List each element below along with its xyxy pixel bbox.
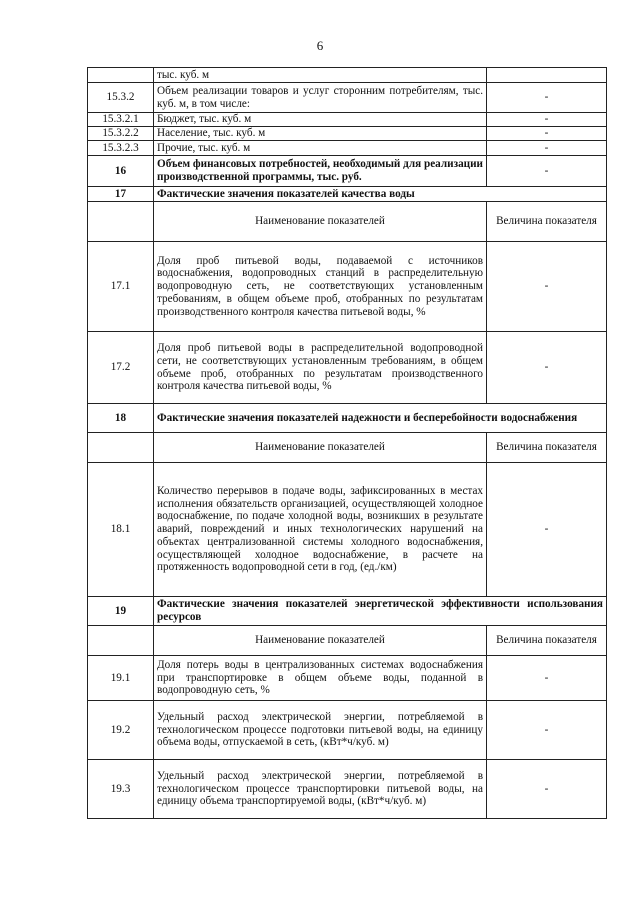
table-row: [88, 656, 607, 701]
row-number: 18.1: [88, 463, 154, 597]
column-header-row: [88, 626, 607, 656]
section-title: Фактические значения показателей надежности и бесперебойности водоснабжения: [154, 404, 607, 433]
row-text: Удельный расход электрической энергии, потребляемой в технологическом процессе транспортировки питьевой воды, на единицу объема транспортируемой воды, (кВт*ч/куб. м): [154, 760, 487, 819]
row-value: -: [487, 701, 607, 760]
row-value: -: [487, 83, 607, 113]
row-number: 17.2: [88, 332, 154, 404]
section-header-row: [88, 187, 607, 202]
empty-cell: [88, 626, 154, 656]
row-number: 19.3: [88, 760, 154, 819]
section-title: Фактические значения показателей качества воды: [154, 187, 607, 202]
row-value: -: [487, 463, 607, 597]
section-number: 19: [88, 597, 154, 626]
row-value: -: [487, 332, 607, 404]
page-number: 6: [316, 38, 324, 53]
row-number: 16: [88, 156, 154, 187]
row-text: Количество перерывов в подаче воды, зафиксированных в местах исполнения обязательств организацией, осуществляющей холодное водоснабжение, по подаче холодной воды, возникших в результате аварий, повреждений и иных технологических нарушений на объектах централизованной системы холодного водоснабжения, осуществляющей холодное водоснабжение, в расчете на протяженность водопроводной сети в год, (ед./км): [154, 463, 487, 597]
column-header-row: [88, 433, 607, 463]
table-row: [88, 83, 607, 113]
row-value: -: [487, 656, 607, 701]
row-value: -: [487, 242, 607, 332]
row-text: тыс. куб. м: [154, 68, 487, 83]
row-text: Прочие, тыс. куб. м: [154, 141, 487, 156]
column-header-value: Величина показателя: [487, 626, 607, 656]
row-value: -: [487, 156, 607, 187]
indicators-table: [87, 67, 607, 819]
row-text: Объем финансовых потребностей, необходимый для реализации производственной программы, тыс. руб.: [154, 156, 487, 187]
row-text: Население, тыс. куб. м: [154, 127, 487, 141]
section-title: Фактические значения показателей энергетической эффективности использования ресурсов: [154, 597, 607, 626]
row-text: Бюджет, тыс. куб. м: [154, 113, 487, 127]
row-value: -: [487, 127, 607, 141]
column-header-name: Наименование показателей: [154, 202, 487, 242]
table-row: [88, 113, 607, 127]
empty-cell: [88, 433, 154, 463]
column-header-value: Величина показателя: [487, 433, 607, 463]
table-row: [88, 463, 607, 597]
column-header-name: Наименование показателей: [154, 433, 487, 463]
column-header-row: [88, 202, 607, 242]
row-number: 19.2: [88, 701, 154, 760]
section-number: 17: [88, 187, 154, 202]
table-row: [88, 701, 607, 760]
table-row: [88, 127, 607, 141]
column-header-value: Величина показателя: [487, 202, 607, 242]
table-row: [88, 156, 607, 187]
table-row: [88, 141, 607, 156]
section-number: 18: [88, 404, 154, 433]
column-header-name: Наименование показателей: [154, 626, 487, 656]
empty-cell: [88, 202, 154, 242]
row-text: Доля проб питьевой воды в распределительной водопроводной сети, не соответствующих установленным требованиям, в общем объеме проб, отобранных по результатам производственного контроля качества питьевой воды, %: [154, 332, 487, 404]
table-row: [88, 242, 607, 332]
section-header-row: [88, 597, 607, 626]
row-text: Доля проб питьевой воды, подаваемой с источников водоснабжения, водопроводных станций в распределительную водопроводную сеть, не соответствующих установленным требованиям, в общем объеме проб, отобранных по результатам производственного контроля качества питьевой воды, %: [154, 242, 487, 332]
table-row: [88, 68, 607, 83]
row-value: -: [487, 113, 607, 127]
row-text: Объем реализации товаров и услуг сторонним потребителям, тыс. куб. м, в том числе:: [154, 83, 487, 113]
row-value: -: [487, 141, 607, 156]
row-number: 19.1: [88, 656, 154, 701]
table-row: [88, 332, 607, 404]
row-value: -: [487, 760, 607, 819]
row-number: 15.3.2.1: [88, 113, 154, 127]
row-text: Удельный расход электрической энергии, потребляемой в технологическом процессе подготовки питьевой воды, на единицу объема воды, отпускаемой в сеть, (кВт*ч/куб. м): [154, 701, 487, 760]
row-number: 15.3.2.2: [88, 127, 154, 141]
row-number: 17.1: [88, 242, 154, 332]
row-number: 15.3.2: [88, 83, 154, 113]
table-row: [88, 760, 607, 819]
row-value: [487, 68, 607, 83]
row-number: [88, 68, 154, 83]
row-text: Доля потерь воды в централизованных системах водоснабжения при транспортировке в общем объеме воды, поданной в водопроводную сеть, %: [154, 656, 487, 701]
row-number: 15.3.2.3: [88, 141, 154, 156]
section-header-row: [88, 404, 607, 433]
